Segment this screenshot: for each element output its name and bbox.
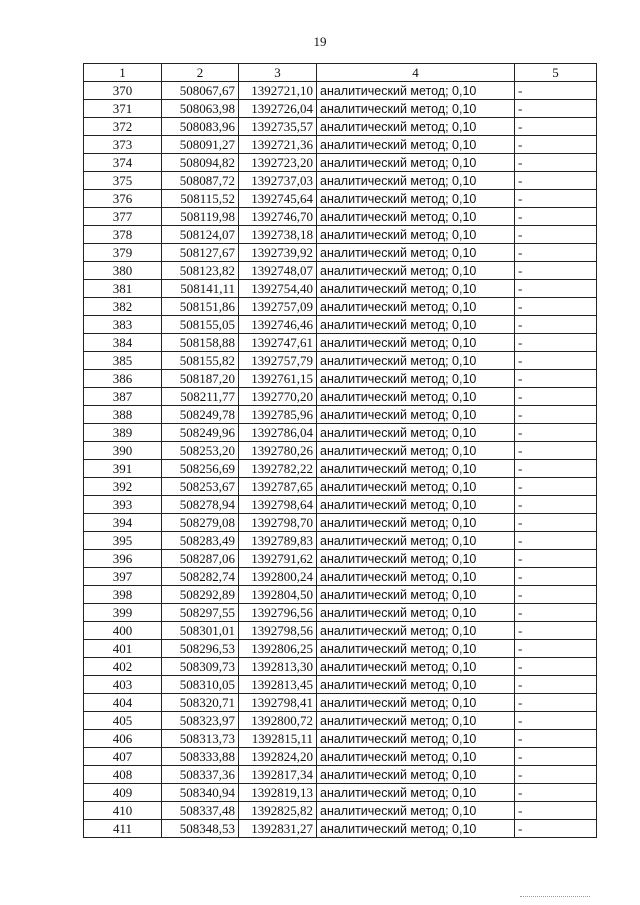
x-coordinate-cell: 508124,07	[162, 226, 239, 244]
method-cell: аналитический метод; 0,10	[317, 100, 515, 118]
point-number-cell: 411	[84, 820, 162, 838]
note-cell: -	[515, 334, 597, 352]
table-row	[84, 298, 597, 316]
point-number-cell: 382	[84, 298, 162, 316]
method-cell: аналитический метод; 0,10	[317, 784, 515, 802]
y-coordinate-cell: 1392723,20	[239, 154, 317, 172]
x-coordinate-cell: 508087,72	[162, 172, 239, 190]
point-number-cell: 383	[84, 316, 162, 334]
point-number-cell: 385	[84, 352, 162, 370]
x-coordinate-cell: 508115,52	[162, 190, 239, 208]
table-row	[84, 820, 597, 838]
point-number-cell: 410	[84, 802, 162, 820]
y-coordinate-cell: 1392761,15	[239, 370, 317, 388]
note-cell: -	[515, 244, 597, 262]
table-row	[84, 280, 597, 298]
point-number-cell: 377	[84, 208, 162, 226]
x-coordinate-cell: 508063,98	[162, 100, 239, 118]
point-number-cell: 371	[84, 100, 162, 118]
note-cell: -	[515, 136, 597, 154]
footer-mark	[520, 896, 590, 897]
point-number-cell: 407	[84, 748, 162, 766]
note-cell: -	[515, 442, 597, 460]
note-cell: -	[515, 496, 597, 514]
method-cell: аналитический метод; 0,10	[317, 712, 515, 730]
note-cell: -	[515, 478, 597, 496]
method-cell: аналитический метод; 0,10	[317, 586, 515, 604]
point-number-cell: 379	[84, 244, 162, 262]
note-cell: -	[515, 406, 597, 424]
y-coordinate-cell: 1392721,10	[239, 82, 317, 100]
header-point-number: 1	[84, 64, 162, 82]
method-cell: аналитический метод; 0,10	[317, 640, 515, 658]
table-row	[84, 172, 597, 190]
y-coordinate-cell: 1392817,34	[239, 766, 317, 784]
x-coordinate-cell: 508155,05	[162, 316, 239, 334]
x-coordinate-cell: 508155,82	[162, 352, 239, 370]
note-cell: -	[515, 172, 597, 190]
table-row	[84, 766, 597, 784]
point-number-cell: 372	[84, 118, 162, 136]
y-coordinate-cell: 1392737,03	[239, 172, 317, 190]
note-cell: -	[515, 370, 597, 388]
y-coordinate-cell: 1392746,46	[239, 316, 317, 334]
point-number-cell: 378	[84, 226, 162, 244]
method-cell: аналитический метод; 0,10	[317, 604, 515, 622]
point-number-cell: 398	[84, 586, 162, 604]
header-x-coordinate: 2	[162, 64, 239, 82]
x-coordinate-cell: 508211,77	[162, 388, 239, 406]
y-coordinate-cell: 1392770,20	[239, 388, 317, 406]
x-coordinate-cell: 508313,73	[162, 730, 239, 748]
table-row	[84, 550, 597, 568]
table-row	[84, 190, 597, 208]
y-coordinate-cell: 1392726,04	[239, 100, 317, 118]
x-coordinate-cell: 508348,53	[162, 820, 239, 838]
x-coordinate-cell: 508253,67	[162, 478, 239, 496]
point-number-cell: 405	[84, 712, 162, 730]
table-row	[84, 244, 597, 262]
y-coordinate-cell: 1392738,18	[239, 226, 317, 244]
y-coordinate-cell: 1392739,92	[239, 244, 317, 262]
x-coordinate-cell: 508278,94	[162, 496, 239, 514]
y-coordinate-cell: 1392800,72	[239, 712, 317, 730]
table-row	[84, 532, 597, 550]
method-cell: аналитический метод; 0,10	[317, 280, 515, 298]
table-row	[84, 460, 597, 478]
x-coordinate-cell: 508094,82	[162, 154, 239, 172]
note-cell: -	[515, 316, 597, 334]
coordinates-table	[83, 63, 597, 838]
y-coordinate-cell: 1392798,64	[239, 496, 317, 514]
table-row	[84, 604, 597, 622]
point-number-cell: 399	[84, 604, 162, 622]
note-cell: -	[515, 460, 597, 478]
table-row	[84, 658, 597, 676]
x-coordinate-cell: 508249,78	[162, 406, 239, 424]
y-coordinate-cell: 1392791,62	[239, 550, 317, 568]
table-row	[84, 388, 597, 406]
y-coordinate-cell: 1392782,22	[239, 460, 317, 478]
method-cell: аналитический метод; 0,10	[317, 514, 515, 532]
point-number-cell: 404	[84, 694, 162, 712]
y-coordinate-cell: 1392757,79	[239, 352, 317, 370]
x-coordinate-cell: 508141,11	[162, 280, 239, 298]
table-row	[84, 208, 597, 226]
y-coordinate-cell: 1392745,64	[239, 190, 317, 208]
note-cell: -	[515, 226, 597, 244]
point-number-cell: 390	[84, 442, 162, 460]
method-cell: аналитический метод; 0,10	[317, 244, 515, 262]
point-number-cell: 403	[84, 676, 162, 694]
method-cell: аналитический метод; 0,10	[317, 388, 515, 406]
table-header	[84, 64, 597, 82]
note-cell: -	[515, 694, 597, 712]
x-coordinate-cell: 508333,88	[162, 748, 239, 766]
note-cell: -	[515, 676, 597, 694]
method-cell: аналитический метод; 0,10	[317, 118, 515, 136]
note-cell: -	[515, 730, 597, 748]
x-coordinate-cell: 508323,97	[162, 712, 239, 730]
point-number-cell: 374	[84, 154, 162, 172]
y-coordinate-cell: 1392804,50	[239, 586, 317, 604]
method-cell: аналитический метод; 0,10	[317, 316, 515, 334]
x-coordinate-cell: 508127,67	[162, 244, 239, 262]
table-row	[84, 496, 597, 514]
note-cell: -	[515, 532, 597, 550]
point-number-cell: 386	[84, 370, 162, 388]
x-coordinate-cell: 508340,94	[162, 784, 239, 802]
x-coordinate-cell: 508297,55	[162, 604, 239, 622]
table-row	[84, 514, 597, 532]
y-coordinate-cell: 1392813,45	[239, 676, 317, 694]
note-cell: -	[515, 100, 597, 118]
table-row	[84, 352, 597, 370]
y-coordinate-cell: 1392780,26	[239, 442, 317, 460]
note-cell: -	[515, 298, 597, 316]
y-coordinate-cell: 1392806,25	[239, 640, 317, 658]
note-cell: -	[515, 280, 597, 298]
table-row	[84, 622, 597, 640]
point-number-cell: 408	[84, 766, 162, 784]
x-coordinate-cell: 508296,53	[162, 640, 239, 658]
note-cell: -	[515, 586, 597, 604]
method-cell: аналитический метод; 0,10	[317, 694, 515, 712]
method-cell: аналитический метод; 0,10	[317, 136, 515, 154]
y-coordinate-cell: 1392798,56	[239, 622, 317, 640]
method-cell: аналитический метод; 0,10	[317, 424, 515, 442]
x-coordinate-cell: 508187,20	[162, 370, 239, 388]
point-number-cell: 375	[84, 172, 162, 190]
point-number-cell: 409	[84, 784, 162, 802]
point-number-cell: 370	[84, 82, 162, 100]
x-coordinate-cell: 508283,49	[162, 532, 239, 550]
method-cell: аналитический метод; 0,10	[317, 748, 515, 766]
y-coordinate-cell: 1392747,61	[239, 334, 317, 352]
y-coordinate-cell: 1392721,36	[239, 136, 317, 154]
note-cell: -	[515, 622, 597, 640]
method-cell: аналитический метод; 0,10	[317, 262, 515, 280]
y-coordinate-cell: 1392757,09	[239, 298, 317, 316]
method-cell: аналитический метод; 0,10	[317, 766, 515, 784]
note-cell: -	[515, 712, 597, 730]
table-row	[84, 730, 597, 748]
point-number-cell: 389	[84, 424, 162, 442]
x-coordinate-cell: 508249,96	[162, 424, 239, 442]
point-number-cell: 395	[84, 532, 162, 550]
point-number-cell: 373	[84, 136, 162, 154]
table-row	[84, 118, 597, 136]
method-cell: аналитический метод; 0,10	[317, 154, 515, 172]
table-row	[84, 406, 597, 424]
y-coordinate-cell: 1392785,96	[239, 406, 317, 424]
table-row	[84, 226, 597, 244]
note-cell: -	[515, 820, 597, 838]
method-cell: аналитический метод; 0,10	[317, 676, 515, 694]
note-cell: -	[515, 262, 597, 280]
x-coordinate-cell: 508292,89	[162, 586, 239, 604]
y-coordinate-cell: 1392825,82	[239, 802, 317, 820]
point-number-cell: 391	[84, 460, 162, 478]
method-cell: аналитический метод; 0,10	[317, 550, 515, 568]
table-body	[84, 82, 597, 838]
x-coordinate-cell: 508256,69	[162, 460, 239, 478]
note-cell: -	[515, 352, 597, 370]
method-cell: аналитический метод; 0,10	[317, 208, 515, 226]
table-row	[84, 568, 597, 586]
note-cell: -	[515, 784, 597, 802]
x-coordinate-cell: 508151,86	[162, 298, 239, 316]
table-row	[84, 136, 597, 154]
method-cell: аналитический метод; 0,10	[317, 406, 515, 424]
y-coordinate-cell: 1392813,30	[239, 658, 317, 676]
point-number-cell: 376	[84, 190, 162, 208]
x-coordinate-cell: 508301,01	[162, 622, 239, 640]
y-coordinate-cell: 1392815,11	[239, 730, 317, 748]
table-row	[84, 100, 597, 118]
x-coordinate-cell: 508309,73	[162, 658, 239, 676]
table-row	[84, 82, 597, 100]
note-cell: -	[515, 802, 597, 820]
point-number-cell: 406	[84, 730, 162, 748]
note-cell: -	[515, 514, 597, 532]
y-coordinate-cell: 1392798,41	[239, 694, 317, 712]
table-row	[84, 712, 597, 730]
x-coordinate-cell: 508310,05	[162, 676, 239, 694]
method-cell: аналитический метод; 0,10	[317, 226, 515, 244]
method-cell: аналитический метод; 0,10	[317, 172, 515, 190]
x-coordinate-cell: 508091,27	[162, 136, 239, 154]
y-coordinate-cell: 1392824,20	[239, 748, 317, 766]
table-row	[84, 442, 597, 460]
note-cell: -	[515, 766, 597, 784]
point-number-cell: 400	[84, 622, 162, 640]
point-number-cell: 388	[84, 406, 162, 424]
method-cell: аналитический метод; 0,10	[317, 730, 515, 748]
note-cell: -	[515, 640, 597, 658]
note-cell: -	[515, 118, 597, 136]
table-row	[84, 334, 597, 352]
point-number-cell: 392	[84, 478, 162, 496]
x-coordinate-cell: 508253,20	[162, 442, 239, 460]
x-coordinate-cell: 508158,88	[162, 334, 239, 352]
y-coordinate-cell: 1392798,70	[239, 514, 317, 532]
table-row	[84, 154, 597, 172]
note-cell: -	[515, 388, 597, 406]
method-cell: аналитический метод; 0,10	[317, 334, 515, 352]
y-coordinate-cell: 1392789,83	[239, 532, 317, 550]
point-number-cell: 387	[84, 388, 162, 406]
y-coordinate-cell: 1392831,27	[239, 820, 317, 838]
x-coordinate-cell: 508337,36	[162, 766, 239, 784]
table-row	[84, 370, 597, 388]
y-coordinate-cell: 1392796,56	[239, 604, 317, 622]
method-cell: аналитический метод; 0,10	[317, 460, 515, 478]
note-cell: -	[515, 748, 597, 766]
point-number-cell: 384	[84, 334, 162, 352]
table-row	[84, 802, 597, 820]
y-coordinate-cell: 1392754,40	[239, 280, 317, 298]
table-row	[84, 424, 597, 442]
y-coordinate-cell: 1392746,70	[239, 208, 317, 226]
table-row	[84, 676, 597, 694]
x-coordinate-cell: 508282,74	[162, 568, 239, 586]
x-coordinate-cell: 508287,06	[162, 550, 239, 568]
x-coordinate-cell: 508083,96	[162, 118, 239, 136]
table-row	[84, 478, 597, 496]
x-coordinate-cell: 508279,08	[162, 514, 239, 532]
point-number-cell: 401	[84, 640, 162, 658]
table-row	[84, 694, 597, 712]
method-cell: аналитический метод; 0,10	[317, 496, 515, 514]
header-row	[84, 64, 597, 82]
header-y-coordinate: 3	[239, 64, 317, 82]
method-cell: аналитический метод; 0,10	[317, 622, 515, 640]
method-cell: аналитический метод; 0,10	[317, 370, 515, 388]
y-coordinate-cell: 1392787,65	[239, 478, 317, 496]
note-cell: -	[515, 550, 597, 568]
table-row	[84, 586, 597, 604]
point-number-cell: 393	[84, 496, 162, 514]
x-coordinate-cell: 508119,98	[162, 208, 239, 226]
x-coordinate-cell: 508123,82	[162, 262, 239, 280]
note-cell: -	[515, 604, 597, 622]
x-coordinate-cell: 508067,67	[162, 82, 239, 100]
point-number-cell: 396	[84, 550, 162, 568]
table-row	[84, 784, 597, 802]
y-coordinate-cell: 1392735,57	[239, 118, 317, 136]
y-coordinate-cell: 1392819,13	[239, 784, 317, 802]
table-row	[84, 316, 597, 334]
method-cell: аналитический метод; 0,10	[317, 568, 515, 586]
method-cell: аналитический метод; 0,10	[317, 298, 515, 316]
point-number-cell: 394	[84, 514, 162, 532]
method-cell: аналитический метод; 0,10	[317, 820, 515, 838]
note-cell: -	[515, 82, 597, 100]
method-cell: аналитический метод; 0,10	[317, 82, 515, 100]
table-row	[84, 640, 597, 658]
header-method: 4	[317, 64, 515, 82]
y-coordinate-cell: 1392786,04	[239, 424, 317, 442]
y-coordinate-cell: 1392800,24	[239, 568, 317, 586]
x-coordinate-cell: 508337,48	[162, 802, 239, 820]
x-coordinate-cell: 508320,71	[162, 694, 239, 712]
table-row	[84, 262, 597, 280]
note-cell: -	[515, 424, 597, 442]
method-cell: аналитический метод; 0,10	[317, 802, 515, 820]
method-cell: аналитический метод; 0,10	[317, 532, 515, 550]
page-number: 19	[313, 34, 327, 49]
method-cell: аналитический метод; 0,10	[317, 352, 515, 370]
method-cell: аналитический метод; 0,10	[317, 478, 515, 496]
method-cell: аналитический метод; 0,10	[317, 190, 515, 208]
note-cell: -	[515, 190, 597, 208]
point-number-cell: 397	[84, 568, 162, 586]
method-cell: аналитический метод; 0,10	[317, 442, 515, 460]
note-cell: -	[515, 658, 597, 676]
note-cell: -	[515, 154, 597, 172]
note-cell: -	[515, 568, 597, 586]
point-number-cell: 381	[84, 280, 162, 298]
note-cell: -	[515, 208, 597, 226]
point-number-cell: 402	[84, 658, 162, 676]
method-cell: аналитический метод; 0,10	[317, 658, 515, 676]
point-number-cell: 380	[84, 262, 162, 280]
header-note: 5	[515, 64, 597, 82]
table-row	[84, 748, 597, 766]
y-coordinate-cell: 1392748,07	[239, 262, 317, 280]
